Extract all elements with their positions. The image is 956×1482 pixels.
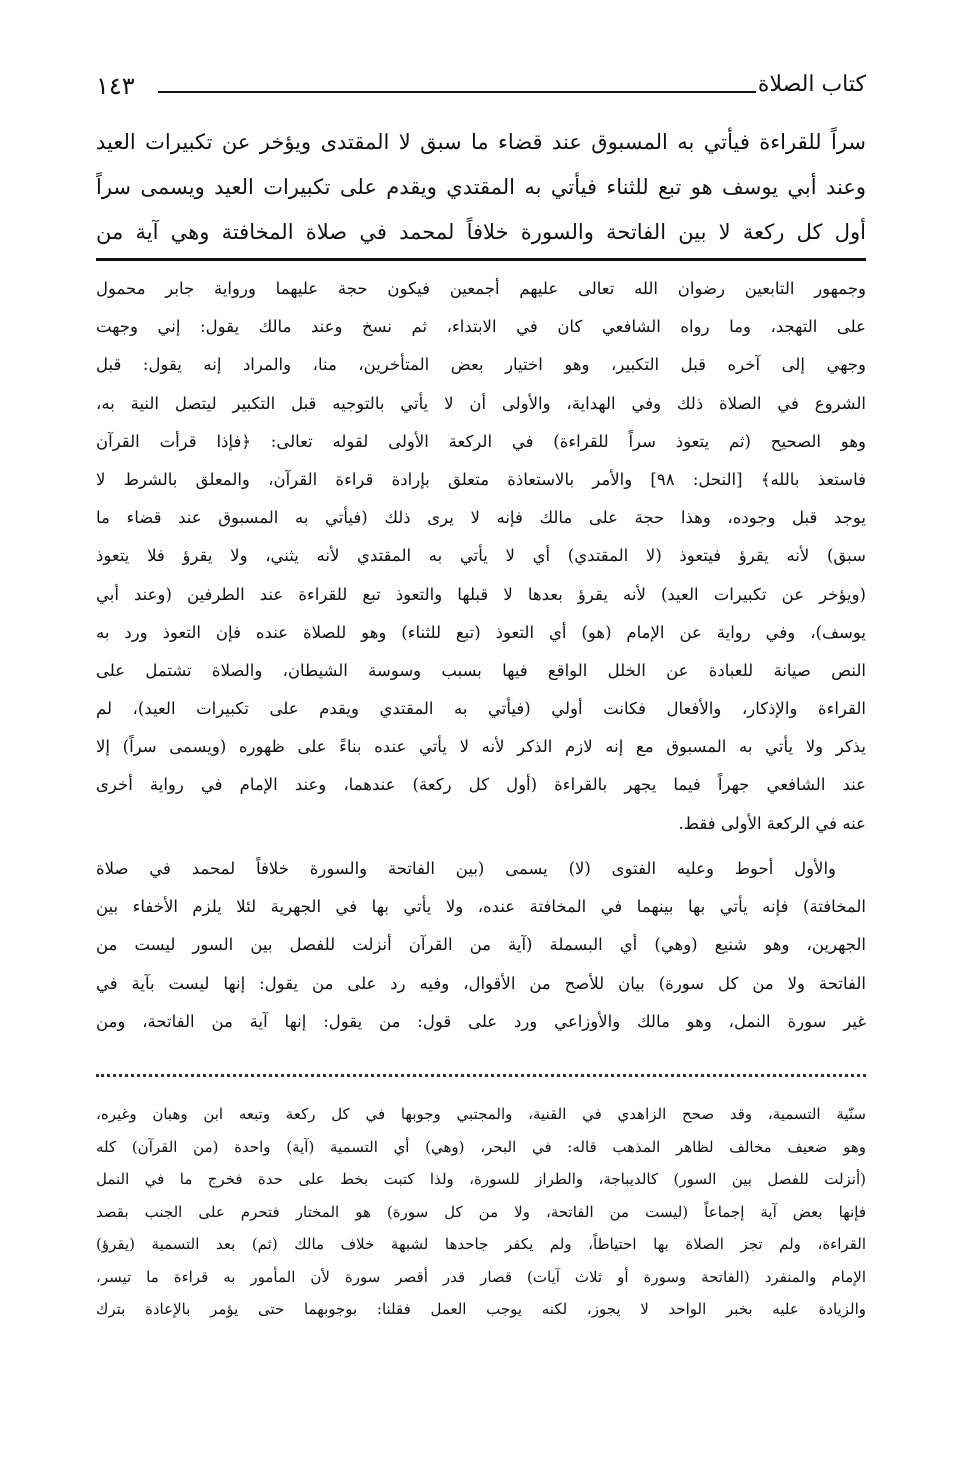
footnote-separator-rule [96,1074,866,1077]
sharh-paragraph-2 [96,850,866,1041]
note-line: وهو ضعيف مخالف لظاهر المذهب قاله: في البحر، (وهي) أي التسمية (آية) واحدة (من القرآن) كله [96,1137,866,1156]
matn-line: سراً للقراءة فيأتي به المسبوق عند قضاء ما سبق لا المقتدى ويؤخر عن تكبيرات العيد [96,130,866,154]
matn-separator-rule [96,258,866,261]
sharh-line: يوجد قبل وجوده، وهذا حجة على مالك فإنه لا يرى ذلك (فيأتي به المسبوق عند قضاء ما [96,508,866,528]
sharh-line: المخافتة) فإنه يأتي بها بينهما في المخافتة عنده، ولا يأتي بها في الجهرية لئلا يلزم الأخفاء بين [96,897,866,917]
sharh-line: القراءة والإذكار، والأفعال فكانت أولي (فيأتي به المقتدي ويقدم على تكبيرات العيد)، لم [96,699,866,719]
sharh-line: النص صيانة للعبادة عن الخلل الواقع فيها بسبب وسوسة الشيطان، والصلاة تشتمل على [96,660,866,680]
matn-line: أول كل ركعة لا بين الفاتحة والسورة خلافاً لمحمد في صلاة المخافتة وهي آية من [96,220,866,244]
sharh-line: الفاتحة ولا من كل سورة) بيان للأصح من الأقوال، وفيه رد على من يقول: إنها ليست بآية في [96,973,866,993]
book-title: كتاب الصلاة [757,72,866,97]
sharh-line: سبق) لأنه يقرؤ فيتعوذ (لا المقتدي) أي لا يأتي به المقتدي لأنه يثني، ولا يقرؤ فلا يتعوذ [96,546,866,566]
sharh-line: غير سورة النمل، وهو مالك والأوزاعي ورد على قول: من يقول: إنها آية من الفاتحة، ومن [96,1011,866,1031]
sharh-line: وهو الصحيح (ثم يتعوذ سراً للقراءة) في الركعة الأولى لقوله تعالى: ﴿فإذا قرأت القرآن [96,431,866,451]
sharh-line: (ويؤخر عن تكبيرات العيد) لأنه يقرؤ بعدها لا قبلها والتعوذ تبع للقراءة عند الطرفين (وعند أبي [96,584,866,604]
lower-commentary [96,1098,866,1326]
note-line: فإنها بعض آية إجماعاً (ليست من الفاتحة، ولا من كل سورة) هو المختار فتحرم على الجنب بقصد [96,1202,866,1221]
sharh-line: فاستعذ بالله﴾ [النحل: ٩٨] والأمر بالاستعاذة متعلق بإرادة قراءة القرآن، والمعلق بالشرط لا [96,469,866,489]
sharh-line: عند الشافعي جهراً فيما يجهر بالقراءة (أول كل ركعة) عندهما، وعند الإمام في رواية أخرى [96,775,866,795]
running-header [96,72,866,112]
sharh-line: وجمهور التابعين رضوان الله تعالى عليهم أجمعين فيكون حجة عليهما ورواية جابر محمول [96,279,866,298]
note-line: الإمام والمنفرد (الفاتحة وسورة أو ثلاث آيات) قصار قدر أقصر سورة لأن المأمور به قراءة ما تيسر، [96,1267,866,1286]
sharh-paragraph-1 [96,270,866,843]
note-line: القراءة، ولم تجز الصلاة بها احتياطاً، ولم يكفر جاحدها لشبهة خلاف مالك (ثم) بعد التسمية (يقرؤ) [96,1235,866,1253]
sharh-line: يوسف)، وفي رواية عن الإمام (هو) أي التعوذ (تبع للثناء) وهو للصلاة عنده فإن التعوذ ورد به [96,622,866,642]
header-rule [158,91,756,93]
sharh-line: الجهرين، وهو شنيع (وهي) أي البسملة (آية من القرآن أنزلت للفصل بين السور ليست من [96,935,866,955]
page-number: ١٤٣ [96,72,135,100]
sharh-line: وجهي إلى آخره قبل التكبير، وهو اختيار بعض المتأخرين، منا، والمراد إنه يقول: قبل [96,355,866,375]
sharh-line: الشروع في الصلاة ذلك وفي الهداية، والأولى أن لا يأتي بالتوجيه قبل التكبير ليتصل النية به، [96,393,866,413]
sharh-line: والأول أحوط وعليه الفتوى (لا) يسمى (بين الفاتحة والسورة خلافاً لمحمد في صلاة [96,859,836,878]
sharh-line: على التهجد، وما رواه الشافعي كان في الابتداء، ثم نسخ وعند مالك يقول: إني وجهت [96,317,866,337]
matn-line: وعند أبي يوسف هو تبع للثناء فيأتي به المقتدي ويقدم على تكبيرات العيد ويسمى سراً [96,175,866,199]
note-line: والزيادة عليه بخبر الواحد لا يجوز، لكنه يوجب العمل فقلنا: بوجوبهما حتى يؤمر بالإعادة بترك [96,1300,866,1318]
matn-text [96,120,866,255]
sharh-line: يذكر ولا يأتي به المسبوق مع إنه لازم الذكر لأنه لا يأتي عنده بناءً على ظهوره (ويسمى سراً) إلا [96,737,866,757]
sharh-line: عنه في الركعة الأولى فقط. [678,813,866,833]
note-line: (أنزلت للفصل بين السور) كالديباجة، والطراز للسورة، ولذا كتبت بخط على حدة فخرج ما في النمل [96,1170,866,1188]
note-line: سنّية التسمية، وقد صحح الزاهدي في القنية، والمجتبي وجوبها في كل ركعة وتبعه ابن وهبان وغيره، [96,1105,866,1123]
